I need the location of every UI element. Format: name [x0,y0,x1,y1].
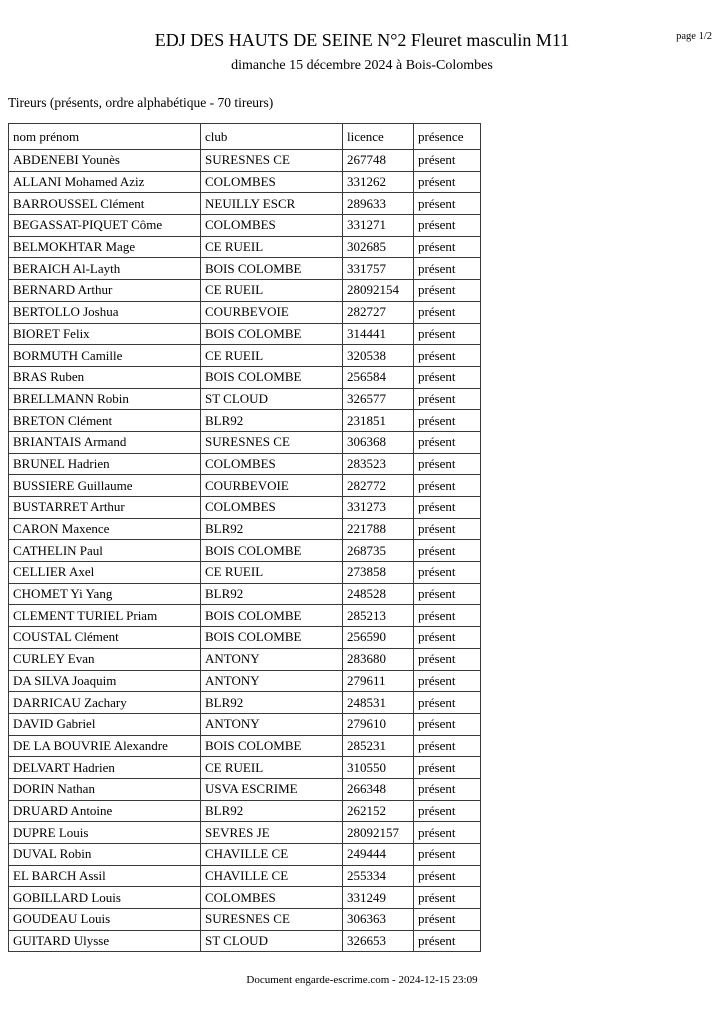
table-row [9,475,481,497]
section-heading: Tireurs (présents, ordre alphabétique - 70 tireurs) [8,95,274,110]
table-row [9,670,481,692]
table-row [9,540,481,562]
cell-club: SURESNES CE [201,431,343,453]
table-row [9,909,481,931]
cell-club: BOIS COLOMBE [201,605,343,627]
cell-licence: 221788 [343,518,414,540]
cell-name: BRAS Ruben [9,366,201,388]
cell-name: BELMOKHTAR Mage [9,236,201,258]
table-row [9,345,481,367]
cell-presence: présent [414,388,481,410]
cell-club: BLR92 [201,692,343,714]
cell-club: BOIS COLOMBE [201,258,343,280]
cell-name: DARRICAU Zachary [9,692,201,714]
cell-presence: présent [414,778,481,800]
cell-presence: présent [414,844,481,866]
cell-club: COLOMBES [201,171,343,193]
table-row [9,605,481,627]
cell-licence: 310550 [343,757,414,779]
table-row [9,453,481,475]
cell-name: DRUARD Antoine [9,800,201,822]
table-row [9,258,481,280]
cell-name: BUSTARRET Arthur [9,497,201,519]
cell-name: EL BARCH Assil [9,865,201,887]
cell-club: COLOMBES [201,887,343,909]
table-row [9,171,481,193]
page-title: EDJ DES HAUTS DE SEINE N°2 Fleuret masculin M11 [154,30,570,50]
cell-licence: 285231 [343,735,414,757]
cell-club: ST CLOUD [201,388,343,410]
cell-name: COUSTAL Clément [9,627,201,649]
cell-licence: 302685 [343,236,414,258]
column-header-presence: présence [414,124,481,150]
cell-licence: 320538 [343,345,414,367]
cell-licence: 248528 [343,583,414,605]
cell-presence: présent [414,453,481,475]
cell-presence: présent [414,648,481,670]
table-row [9,518,481,540]
table-row [9,366,481,388]
cell-name: BRELLMANN Robin [9,388,201,410]
column-header-licence: licence [343,124,414,150]
cell-name: DAVID Gabriel [9,713,201,735]
cell-name: BRETON Clément [9,410,201,432]
cell-licence: 285213 [343,605,414,627]
table-header-row [9,124,481,150]
cell-name: ALLANI Mohamed Aziz [9,171,201,193]
cell-presence: présent [414,301,481,323]
cell-presence: présent [414,431,481,453]
cell-name: BARROUSSEL Clément [9,193,201,215]
cell-presence: présent [414,193,481,215]
cell-licence: 279611 [343,670,414,692]
cell-name: CARON Maxence [9,518,201,540]
cell-club: BOIS COLOMBE [201,366,343,388]
column-header-club: club [201,124,343,150]
cell-club: CHAVILLE CE [201,844,343,866]
cell-name: GOBILLARD Louis [9,887,201,909]
table-row [9,757,481,779]
table-row [9,301,481,323]
column-header-name: nom prénom [9,124,201,150]
table-row [9,887,481,909]
cell-licence: 326577 [343,388,414,410]
cell-club: CE RUEIL [201,345,343,367]
cell-club: BOIS COLOMBE [201,627,343,649]
table-row [9,713,481,735]
cell-presence: présent [414,757,481,779]
table-row [9,388,481,410]
cell-presence: présent [414,236,481,258]
cell-presence: présent [414,887,481,909]
table-row [9,627,481,649]
table-row [9,280,481,302]
cell-presence: présent [414,909,481,931]
table-row [9,410,481,432]
cell-presence: présent [414,280,481,302]
cell-name: BUSSIERE Guillaume [9,475,201,497]
cell-name: GOUDEAU Louis [9,909,201,931]
cell-presence: présent [414,670,481,692]
cell-name: CURLEY Evan [9,648,201,670]
cell-presence: présent [414,540,481,562]
table-row [9,431,481,453]
cell-licence: 249444 [343,844,414,866]
cell-name: GUITARD Ulysse [9,930,201,952]
cell-name: DORIN Nathan [9,778,201,800]
cell-name: BERTOLLO Joshua [9,301,201,323]
table-row [9,215,481,237]
cell-licence: 331262 [343,171,414,193]
cell-club: BOIS COLOMBE [201,735,343,757]
cell-presence: présent [414,692,481,714]
cell-presence: présent [414,735,481,757]
cell-club: USVA ESCRIME [201,778,343,800]
cell-club: CE RUEIL [201,280,343,302]
cell-licence: 248531 [343,692,414,714]
cell-name: BIORET Felix [9,323,201,345]
cell-name: BERNARD Arthur [9,280,201,302]
cell-licence: 256590 [343,627,414,649]
cell-name: BRUNEL Hadrien [9,453,201,475]
cell-presence: présent [414,713,481,735]
table-row [9,648,481,670]
cell-licence: 306368 [343,431,414,453]
cell-licence: 256584 [343,366,414,388]
table-row [9,800,481,822]
cell-licence: 268735 [343,540,414,562]
table-row [9,930,481,952]
cell-club: BOIS COLOMBE [201,323,343,345]
table-row [9,193,481,215]
cell-name: CLEMENT TURIEL Priam [9,605,201,627]
cell-presence: présent [414,930,481,952]
cell-licence: 326653 [343,930,414,952]
cell-name: BORMUTH Camille [9,345,201,367]
cell-club: COLOMBES [201,215,343,237]
cell-licence: 267748 [343,150,414,172]
cell-club: NEUILLY ESCR [201,193,343,215]
cell-licence: 231851 [343,410,414,432]
cell-club: BLR92 [201,800,343,822]
cell-presence: présent [414,800,481,822]
footer-note: Document engarde-escrime.com - 2024-12-15 23:09 [246,974,478,986]
cell-licence: 273858 [343,562,414,584]
cell-club: BLR92 [201,518,343,540]
cell-presence: présent [414,171,481,193]
cell-presence: présent [414,822,481,844]
cell-club: SURESNES CE [201,150,343,172]
cell-club: SURESNES CE [201,909,343,931]
cell-club: ST CLOUD [201,930,343,952]
cell-club: CHAVILLE CE [201,865,343,887]
cell-presence: présent [414,215,481,237]
cell-presence: présent [414,627,481,649]
cell-club: CE RUEIL [201,562,343,584]
cell-presence: présent [414,497,481,519]
cell-club: COURBEVOIE [201,301,343,323]
table-row [9,778,481,800]
table-row [9,150,481,172]
cell-name: BERAICH Al-Layth [9,258,201,280]
cell-licence: 314441 [343,323,414,345]
cell-club: ANTONY [201,670,343,692]
cell-name: ABDENEBI Younès [9,150,201,172]
cell-presence: présent [414,345,481,367]
cell-licence: 28092157 [343,822,414,844]
cell-presence: présent [414,323,481,345]
cell-name: CHOMET Yi Yang [9,583,201,605]
cell-licence: 283523 [343,453,414,475]
cell-name: DUVAL Robin [9,844,201,866]
cell-presence: présent [414,605,481,627]
cell-name: DELVART Hadrien [9,757,201,779]
event-date-location: dimanche 15 décembre 2024 à Bois-Colombes [231,58,493,73]
cell-club: ANTONY [201,648,343,670]
cell-licence: 262152 [343,800,414,822]
cell-club: ANTONY [201,713,343,735]
cell-presence: présent [414,562,481,584]
cell-name: CATHELIN Paul [9,540,201,562]
cell-name: DUPRE Louis [9,822,201,844]
cell-name: DA SILVA Joaquim [9,670,201,692]
cell-licence: 331757 [343,258,414,280]
cell-licence: 282727 [343,301,414,323]
cell-presence: présent [414,150,481,172]
cell-name: BRIANTAIS Armand [9,431,201,453]
table-body [9,150,481,952]
cell-licence: 331273 [343,497,414,519]
cell-club: CE RUEIL [201,757,343,779]
cell-name: CELLIER Axel [9,562,201,584]
page-indicator: page 1/2 [676,31,712,42]
cell-licence: 283680 [343,648,414,670]
cell-name: BEGASSAT-PIQUET Côme [9,215,201,237]
cell-licence: 28092154 [343,280,414,302]
cell-licence: 331249 [343,887,414,909]
cell-presence: présent [414,583,481,605]
cell-club: BLR92 [201,583,343,605]
table-row [9,323,481,345]
cell-club: SEVRES JE [201,822,343,844]
cell-presence: présent [414,366,481,388]
table-row [9,844,481,866]
cell-licence: 282772 [343,475,414,497]
cell-club: BLR92 [201,410,343,432]
cell-presence: présent [414,475,481,497]
cell-licence: 331271 [343,215,414,237]
cell-name: DE LA BOUVRIE Alexandre [9,735,201,757]
table-row [9,865,481,887]
cell-club: COLOMBES [201,497,343,519]
cell-licence: 255334 [343,865,414,887]
cell-licence: 279610 [343,713,414,735]
fencers-table [8,123,481,952]
table-row [9,735,481,757]
cell-club: COURBEVOIE [201,475,343,497]
table-row [9,692,481,714]
cell-licence: 306363 [343,909,414,931]
table-row [9,583,481,605]
cell-presence: présent [414,518,481,540]
cell-club: BOIS COLOMBE [201,540,343,562]
table-row [9,236,481,258]
cell-presence: présent [414,410,481,432]
cell-presence: présent [414,865,481,887]
table-row [9,562,481,584]
cell-presence: présent [414,258,481,280]
table-row [9,822,481,844]
cell-club: COLOMBES [201,453,343,475]
cell-licence: 289633 [343,193,414,215]
cell-club: CE RUEIL [201,236,343,258]
cell-licence: 266348 [343,778,414,800]
table-row [9,497,481,519]
